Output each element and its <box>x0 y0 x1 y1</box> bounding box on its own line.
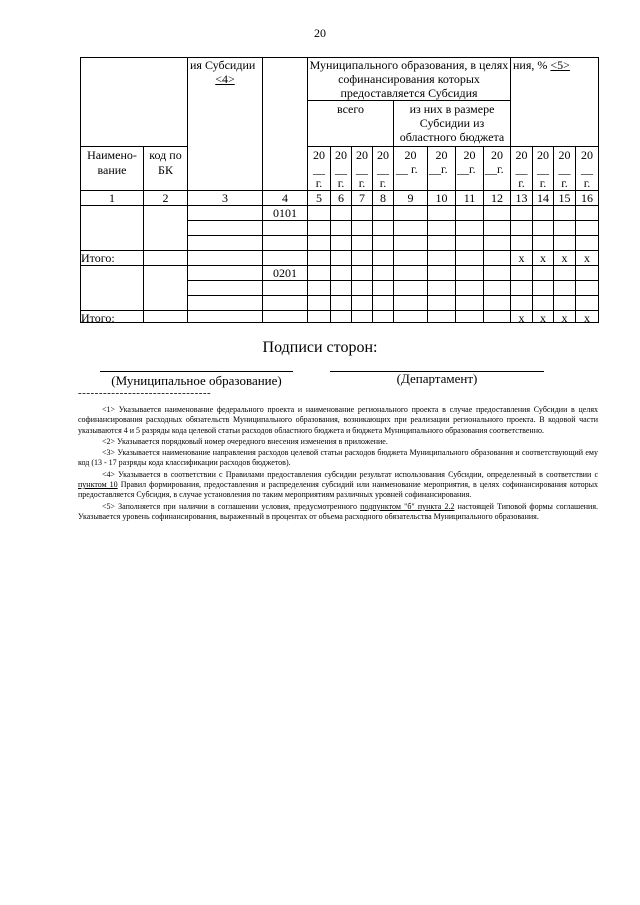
col-number: 3 <box>222 191 228 205</box>
year-5: 20 <box>313 148 325 162</box>
x-mark: x <box>518 311 525 325</box>
year-blank-suffix-11: __г. <box>457 162 476 176</box>
year-blank-suffix-9: __ г. <box>396 162 418 176</box>
year-suffix-16: г. <box>583 176 591 190</box>
col-number: 9 <box>407 191 414 205</box>
year-11: 20 <box>463 148 476 162</box>
year-blank-6: __ <box>335 162 347 176</box>
col-number: 12 <box>491 191 503 205</box>
year-suffix-5: г. <box>315 176 323 190</box>
col-number: 2 <box>162 191 169 205</box>
col-number: 11 <box>463 191 476 205</box>
year-blank-14: __ <box>537 162 549 176</box>
footnote-link[interactable]: пунктом 10 <box>78 480 118 490</box>
year-suffix-6: г. <box>337 176 345 190</box>
col-number: 14 <box>537 191 549 205</box>
year-14: 20 <box>537 148 549 162</box>
year-suffix-13: г. <box>518 176 525 190</box>
year-suffix-15: г. <box>561 176 568 190</box>
year-blank-7: __ <box>356 162 368 176</box>
x-mark: x <box>584 311 590 325</box>
year-suffix-8: г. <box>379 176 387 190</box>
x-mark: x <box>584 251 590 265</box>
col3-footnote-ref: <4> <box>215 72 235 86</box>
x-mark: x <box>540 251 546 265</box>
year-blank-13: __ <box>515 162 528 176</box>
col-number: 6 <box>338 191 344 205</box>
signature-left-label: (Муниципальное образование) <box>111 373 282 388</box>
footnote-3: <3> Указывается наименование направления расходов целевой статьи расходов бюджета Муниципального образования и соответствующий ему код (13 - 17 разряды кода классификации расходов бюджетов). <box>78 448 598 468</box>
footnote-1: <1> Указывается наименование федерального проекта и наименование регионального проекта в случае предоставления Субсидии в целях софинансирования расходных обязательств Муниципального образования, возникающих при реализации регионального проекта. В кодовой части указываются 4 и 5 разряды кода целевой статьи расходов областного бюджета и бюджета Муниципального образования соответственно. <box>78 405 598 435</box>
year-blank-5: __ <box>313 162 325 176</box>
signatures-title: Подписи сторон: <box>262 339 378 356</box>
year-12: 20 <box>491 148 503 162</box>
col-number: 5 <box>316 191 322 205</box>
regional-header: из них в размере Субсидии из областного бюджета <box>399 102 505 144</box>
col-number: 7 <box>359 191 365 205</box>
mo-group-header: Муниципального образования, в целях софинансирования которых предоставляется Субсидия <box>309 58 509 100</box>
year-suffix-7: г. <box>358 176 366 190</box>
col-number: 8 <box>380 191 386 205</box>
page-number: 20 <box>314 26 326 40</box>
col-number: 13 <box>515 191 528 205</box>
x-mark: x <box>561 251 568 265</box>
total-row-label: Итого: <box>81 251 115 265</box>
signature-right-label: (Департамент) <box>396 371 478 386</box>
col-number: 15 <box>558 191 571 205</box>
footnote-separator: -------------------------------- <box>78 387 212 399</box>
year-10: 20 <box>435 148 448 162</box>
year-13: 20 <box>515 148 528 162</box>
year-16: 20 <box>581 148 593 162</box>
col-number: 4 <box>282 191 288 205</box>
year-blank-16: __ <box>581 162 593 176</box>
footnotes <box>78 405 598 523</box>
footnote-2: <2> Указывается порядковый номер очередного внесения изменения в приложение. <box>102 436 388 446</box>
bk-code-header: код по БК <box>149 148 182 177</box>
bk-code-cell: 0201 <box>273 266 297 280</box>
year-8: 20 <box>377 148 389 162</box>
col-number: 10 <box>435 191 448 205</box>
year-6: 20 <box>335 148 347 162</box>
year-9: 20 <box>404 148 417 162</box>
total-header: всего <box>336 102 365 116</box>
year-suffix-14: г. <box>539 176 547 190</box>
x-mark: x <box>518 251 525 265</box>
bk-code-cell: 0101 <box>273 206 297 220</box>
year-15: 20 <box>558 148 571 162</box>
col-number: 1 <box>109 191 115 205</box>
total-row-label: Итого: <box>81 311 115 325</box>
year-blank-suffix-10: __г. <box>429 162 448 176</box>
year-blank-8: __ <box>377 162 389 176</box>
year-7: 20 <box>356 148 368 162</box>
year-blank-15: __ <box>558 162 571 176</box>
pct-header: ния, % <5> <box>513 58 570 72</box>
col3-header: ия Субсидии <box>190 58 256 72</box>
year-blank-suffix-12: __г. <box>485 162 504 176</box>
x-mark: x <box>561 311 568 325</box>
name-header: Наимено-вание <box>87 148 137 177</box>
footnote-5: <5> Заполняется при наличии в соглашении условия, предусмотренного подпунктом "б" пункта 2.2 настоящей Типовой формы соглашения. Указывается уровень софинансирования, выраженный в процентах от объема расходного обязательства Муниципального образования. <box>78 501 599 521</box>
footnote-link[interactable]: подпунктом "б" пункта 2.2 <box>360 501 455 511</box>
x-mark: x <box>540 311 546 325</box>
footnote-4: <4> Указывается в соответствии с Правилами предоставления субсидии результат использования Субсидии, определенный в соответствии с пунктом 10 Правил формирования, предоставления и распределения субсидий или наименование мероприятия, в целях софинансирования которых предоставляется Субсидия, в случае установления по таким мероприятиям различных уровней софинансирования. <box>78 469 598 500</box>
col-number: 16 <box>581 191 593 205</box>
